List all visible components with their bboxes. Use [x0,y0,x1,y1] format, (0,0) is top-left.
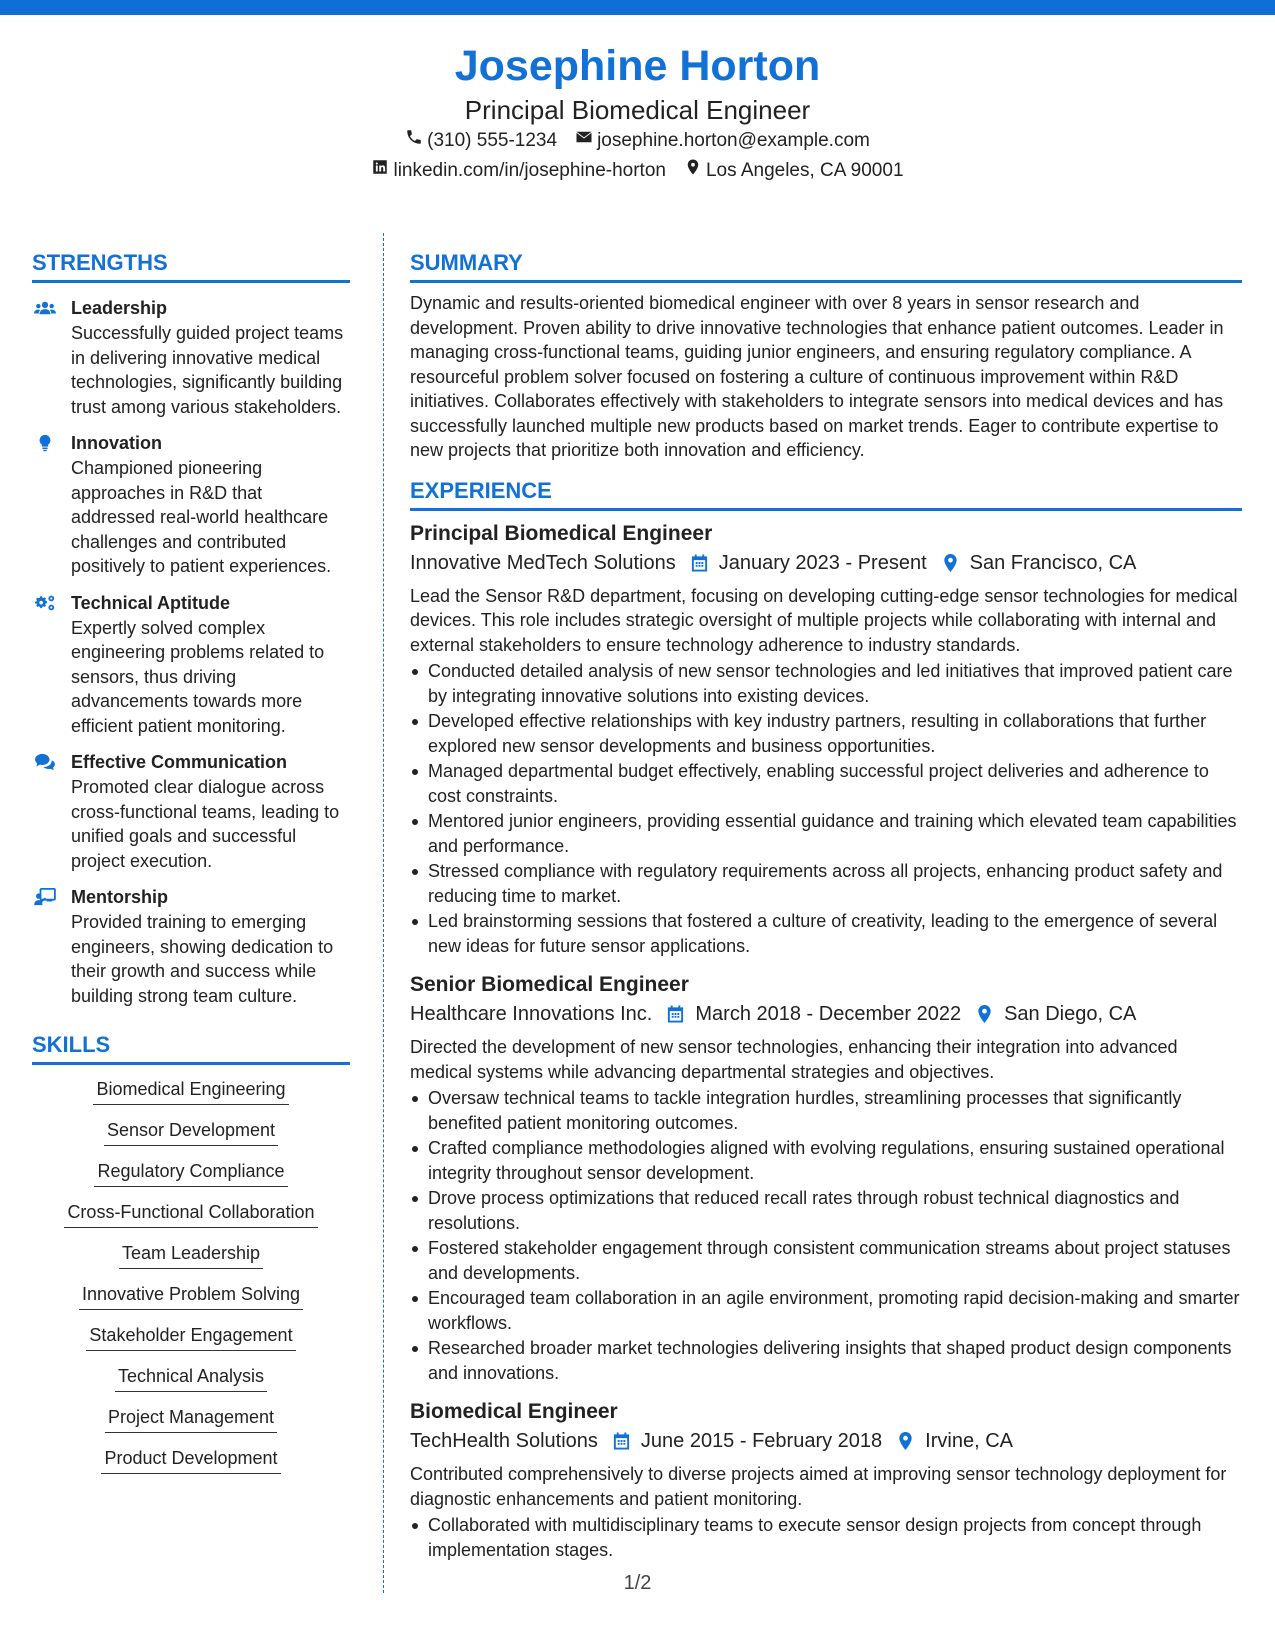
phone-icon [405,126,423,156]
strength-item [32,430,350,579]
linkedin-contact[interactable] [371,156,666,186]
job-title: Principal Biomedical Engineer [410,521,713,545]
job-bullets [410,659,1242,958]
right-column [410,248,1242,1563]
bullet-item: Drove process optimizations that reduced recall rates through robust technical diagnostics and resolutions. [410,1186,1242,1235]
skills-heading: SKILLS [32,1030,350,1065]
strength-item [32,295,350,419]
map-marker-icon [975,1004,994,1024]
job-bullets [410,1086,1242,1385]
company-name: Innovative MedTech Solutions [410,551,676,574]
skill-tag: Innovative Problem Solving [79,1282,303,1310]
bullet-item: Encouraged team collaboration in an agile environment, promoting rapid decision-making and smarter workflows. [410,1286,1242,1335]
strength-description: Championed pioneering approaches in R&D that addressed real-world healthcare challenges and contributed positively to patient experiences. [71,458,332,576]
bullet-item: Fostered stakeholder engagement through consistent communication streams about project statuses and developments. [410,1236,1242,1285]
skill-tag: Biomedical Engineering [93,1077,288,1105]
job-title: Biomedical Engineer [410,1400,618,1423]
bullet-item: Conducted detailed analysis of new sensor technologies and led initiatives that improved patient care by integrating innovative solutions into existing devices. [410,659,1242,708]
location-contact [684,156,904,186]
map-marker-icon [941,553,960,573]
company-name: Healthcare Innovations Inc. [410,1003,653,1025]
strength-item [32,590,350,739]
strengths-list [32,295,350,1008]
strength-item [32,749,350,873]
users-icon [32,298,58,318]
bullet-item: Oversaw technical teams to tackle integration hurdles, streamlining processes that significantly benefited patient monitoring outcomes. [410,1086,1242,1135]
linkedin-text: linkedin.com/in/josephine-horton [393,160,666,181]
job-description: Contributed comprehensively to diverse projects aimed at improving sensor technology deployment for diagnostic enhancements and patient monitoring. [410,1464,1227,1509]
company-name: TechHealth Solutions [410,1430,598,1452]
strength-description: Successfully guided project teams in delivering innovative medical technologies, significantly building trust among various stakeholders. [71,323,344,417]
skill-tag: Cross-Functional Collaboration [64,1200,317,1228]
strength-description: Provided training to emerging engineers, showing dedication to their growth and success while building strong team culture. [71,912,334,1006]
map-marker-icon [684,156,702,186]
job-entry [410,970,1242,1385]
strength-name: Mentorship [71,887,168,907]
job-meta [410,1426,1242,1456]
skill-tag: Technical Analysis [115,1364,267,1392]
job-dates: June 2015 - February 2018 [640,1430,883,1452]
linkedin-icon [371,156,389,186]
job-title: Senior Biomedical Engineer [410,973,689,996]
strength-name: Leadership [71,298,168,318]
job-dates: March 2018 - December 2022 [695,1003,962,1025]
contact-row-1 [0,126,1275,156]
job-location: Irvine, CA [925,1430,1013,1452]
lightbulb-icon [32,433,58,453]
job-meta [410,999,1242,1029]
comments-icon [32,752,58,772]
job-dates: January 2023 - Present [718,551,927,574]
strengths-heading: STRENGTHS [32,248,350,283]
phone-contact[interactable] [405,126,557,156]
strength-item [32,884,350,1008]
job-description: Lead the Sensor R&D department, focusing on developing cutting-edge sensor technologies for medical devices. This role includes strategic oversight of multiple projects while collaborating with internal and external stakeholders to ensure technology adherence to industry standards. [410,585,1238,655]
bullet-item: Researched broader market technologies delivering insights that shaped product design components and innovations. [410,1336,1242,1385]
bullet-item: Stressed compliance with regulatory requirements across all projects, enhancing product safety and reducing time to market. [410,859,1242,908]
strength-description: Expertly solved complex engineering problems related to sensors, thus driving advancements towards more efficient patient monitoring. [71,617,325,736]
email-contact[interactable] [575,126,870,156]
strength-name: Technical Aptitude [71,592,231,613]
top-accent-bar [0,0,1275,15]
skill-tag: Team Leadership [119,1241,263,1269]
skill-tag: Product Development [101,1446,280,1474]
calendar-icon [666,1004,685,1024]
column-divider [383,233,384,1593]
bullet-item: Managed departmental budget effectively, enabling successful project deliveries and adherence to cost constraints. [410,759,1242,808]
bullet-item: Crafted compliance methodologies aligned with evolving regulations, ensuring sustained operational integrity throughout sensor development. [410,1136,1242,1185]
job-entry [410,519,1242,959]
strength-description: Promoted clear dialogue across cross-functional teams, leading to unified goals and successful project execution. [71,777,340,871]
cogs-icon [32,593,58,613]
resume-header [0,40,1275,186]
calendar-icon [612,1431,631,1451]
job-location: San Diego, CA [1004,1003,1137,1025]
map-marker-icon [896,1431,915,1451]
envelope-icon [575,126,593,156]
job-entry [410,1397,1242,1562]
skill-tag: Regulatory Compliance [94,1159,287,1187]
page-number: 1/2 [623,1572,652,1594]
skill-tag: Project Management [105,1405,277,1433]
job-meta [410,548,1242,578]
strength-name: Effective Communication [71,752,288,772]
bullet-item: Led brainstorming sessions that fostered a culture of creativity, leading to the emergence of several new ideas for future sensor applications. [410,909,1242,958]
contact-row-2 [0,156,1275,186]
bullet-item: Collaborated with multidisciplinary teams to execute sensor design projects from concept through implementation stages. [410,1513,1242,1562]
email-text: josephine.horton@example.com [597,130,870,151]
bullet-item: Developed effective relationships with key industry partners, resulting in collaborations that further explored new sensor developments and business opportunities. [410,709,1242,758]
candidate-title: Principal Biomedical Engineer [464,95,811,125]
location-text: Los Angeles, CA 90001 [705,160,904,181]
candidate-name: Josephine Horton [454,42,821,90]
left-column [32,248,350,1487]
calendar-icon [690,553,709,573]
summary-heading: SUMMARY [410,248,1242,283]
skill-tag: Stakeholder Engagement [86,1323,295,1351]
experience-heading: EXPERIENCE [410,476,1242,511]
skills-list [32,1077,350,1474]
strength-name: Innovation [71,433,162,453]
teacher-icon [32,887,58,907]
job-bullets [410,1513,1242,1562]
phone-text: (310) 555-1234 [427,130,558,151]
job-location: San Francisco, CA [969,551,1137,574]
job-description: Directed the development of new sensor technologies, enhancing their integration into advanced medical systems while advancing departmental strategies and objectives. [410,1037,1178,1082]
bullet-item: Mentored junior engineers, providing essential guidance and training which elevated team capabilities and performance. [410,809,1242,858]
summary-text: Dynamic and results-oriented biomedical engineer with over 8 years in sensor research and development. Proven ability to drive innovative technologies that enhance patient outcomes. Leader in managing cross-functional teams, guiding junior engineers, and ensuring regulatory compliance. A resourceful problem solver focused on fostering a culture of continuous improvement within R&D initiatives. Collaborates effectively with stakeholders to integrate sensors into medical devices and has successfully launched multiple new products based on market trends. Eager to contribute expertise to new projects that prioritize both innovation and efficiency. [410,293,1224,460]
skill-tag: Sensor Development [104,1118,278,1146]
experience-list [410,519,1242,1563]
